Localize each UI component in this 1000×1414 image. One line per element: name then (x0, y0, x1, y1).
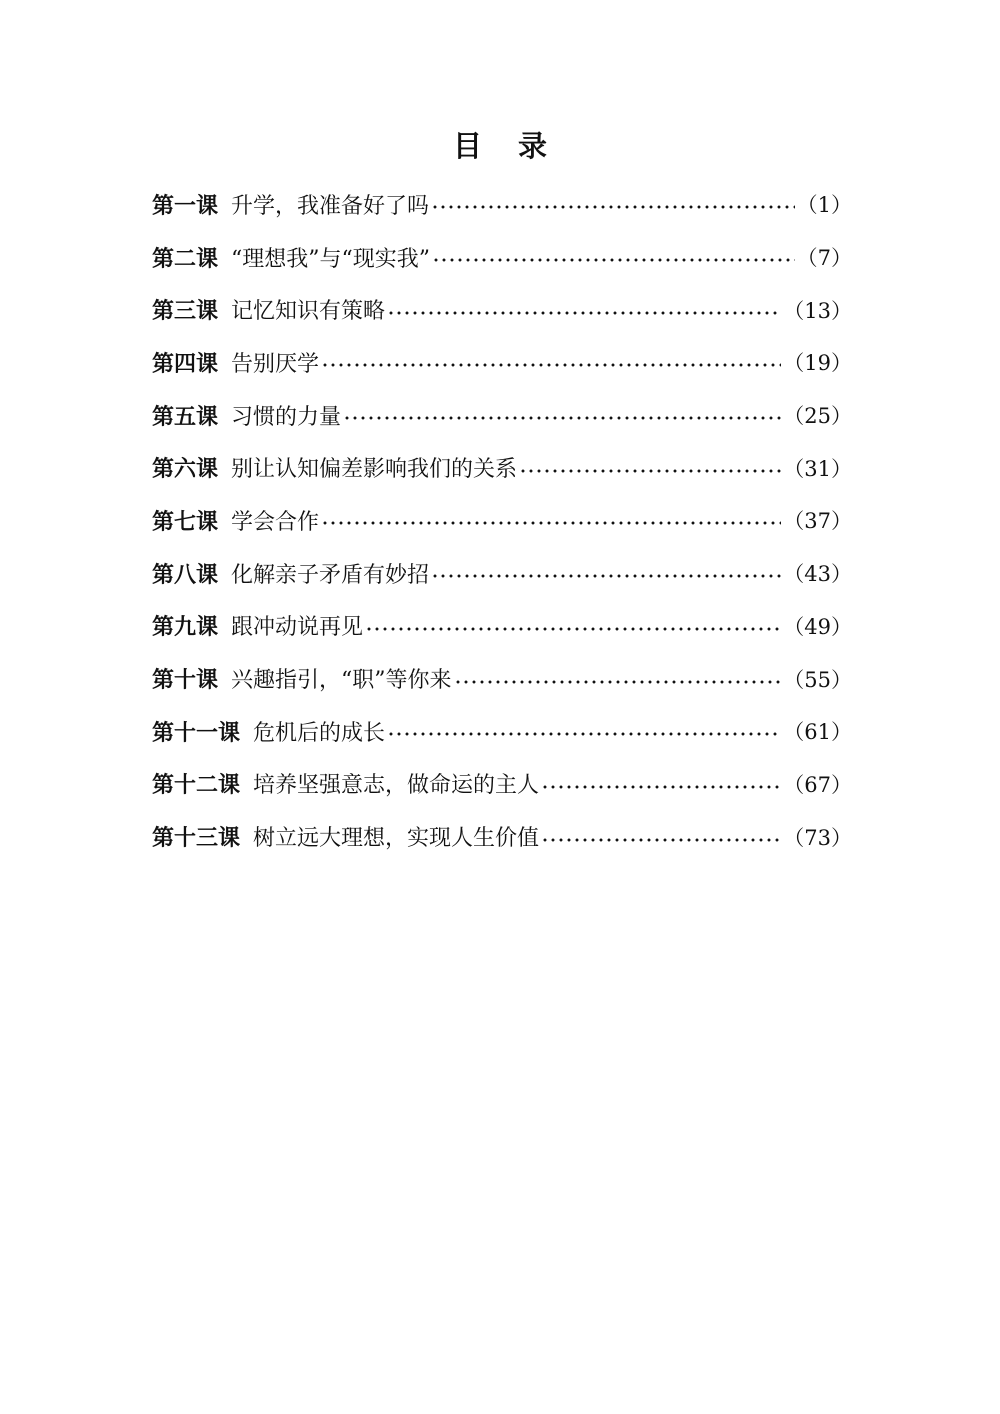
lesson-title: 告别厌学 (231, 351, 320, 377)
toc-entry[interactable] (152, 178, 852, 231)
lesson-title: “理想我”与“现实我” (231, 246, 431, 272)
lesson-title: 树立远大理想，实现人生价值 (253, 826, 540, 852)
lesson-title: 跟冲动说再见 (231, 615, 364, 641)
page-number: （43） (783, 562, 852, 587)
dot-leader (541, 837, 781, 843)
lesson-number: 第十二课 (152, 773, 241, 799)
lesson-number: 第六课 (152, 457, 219, 483)
page-number: （37） (783, 509, 852, 534)
page-number: （49） (783, 614, 852, 639)
page-title (0, 126, 1000, 166)
lesson-number: 第一课 (152, 193, 219, 219)
lesson-title: 别让认知偏差影响我们的关系 (231, 457, 518, 483)
page-number: （25） (783, 404, 852, 429)
lesson-title: 习惯的力量 (231, 404, 342, 430)
page-number: （67） (783, 772, 852, 797)
dot-leader (432, 257, 795, 263)
toc-entry[interactable] (152, 600, 852, 653)
lesson-number: 第十三课 (152, 826, 241, 852)
toc-entry[interactable] (152, 705, 852, 758)
page-number: （31） (783, 456, 852, 481)
toc-list (152, 178, 852, 863)
lesson-number: 第九课 (152, 615, 219, 641)
lesson-title: 兴趣指引，“职”等你来 (231, 668, 452, 694)
lesson-number: 第四课 (152, 351, 219, 377)
page-number: （13） (783, 298, 852, 323)
lesson-title: 升学，我准备好了吗 (231, 193, 430, 219)
lesson-number: 第五课 (152, 404, 219, 430)
lesson-title: 培养坚强意志，做命运的主人 (253, 773, 540, 799)
page-number: （61） (783, 720, 852, 745)
dot-leader (454, 679, 782, 685)
page-number: （1） (796, 193, 852, 218)
dot-leader (321, 362, 781, 368)
toc-entry[interactable] (152, 494, 852, 547)
toc-entry[interactable] (152, 231, 852, 284)
toc-entry[interactable] (152, 547, 852, 600)
toc-entry[interactable] (152, 389, 852, 442)
lesson-title: 学会合作 (231, 509, 320, 535)
lesson-title: 记忆知识有策略 (231, 299, 386, 325)
lesson-number: 第十课 (152, 668, 219, 694)
title-char-2: 录 (518, 129, 548, 163)
dot-leader (387, 310, 781, 316)
lesson-number: 第十一课 (152, 720, 241, 746)
lesson-title: 危机后的成长 (253, 720, 386, 746)
toc-entry[interactable] (152, 758, 852, 811)
dot-leader (431, 573, 781, 579)
page-number: （55） (783, 667, 852, 692)
page-number: （7） (796, 246, 852, 271)
dot-leader (387, 731, 781, 737)
toc-entry[interactable] (152, 283, 852, 336)
lesson-number: 第二课 (152, 246, 219, 272)
lesson-number: 第七课 (152, 509, 219, 535)
toc-entry[interactable] (152, 810, 852, 863)
page-number: （73） (783, 825, 852, 850)
dot-leader (431, 204, 795, 210)
lesson-number: 第八课 (152, 562, 219, 588)
dot-leader (519, 468, 781, 474)
page-number: （19） (783, 351, 852, 376)
toc-entry[interactable] (152, 652, 852, 705)
toc-entry[interactable] (152, 336, 852, 389)
lesson-title: 化解亲子矛盾有妙招 (231, 562, 430, 588)
lesson-number: 第三课 (152, 299, 219, 325)
title-char-1: 目 (452, 129, 482, 163)
dot-leader (365, 626, 781, 632)
dot-leader (541, 784, 781, 790)
toc-entry[interactable] (152, 441, 852, 494)
dot-leader (343, 415, 781, 421)
dot-leader (321, 520, 781, 526)
